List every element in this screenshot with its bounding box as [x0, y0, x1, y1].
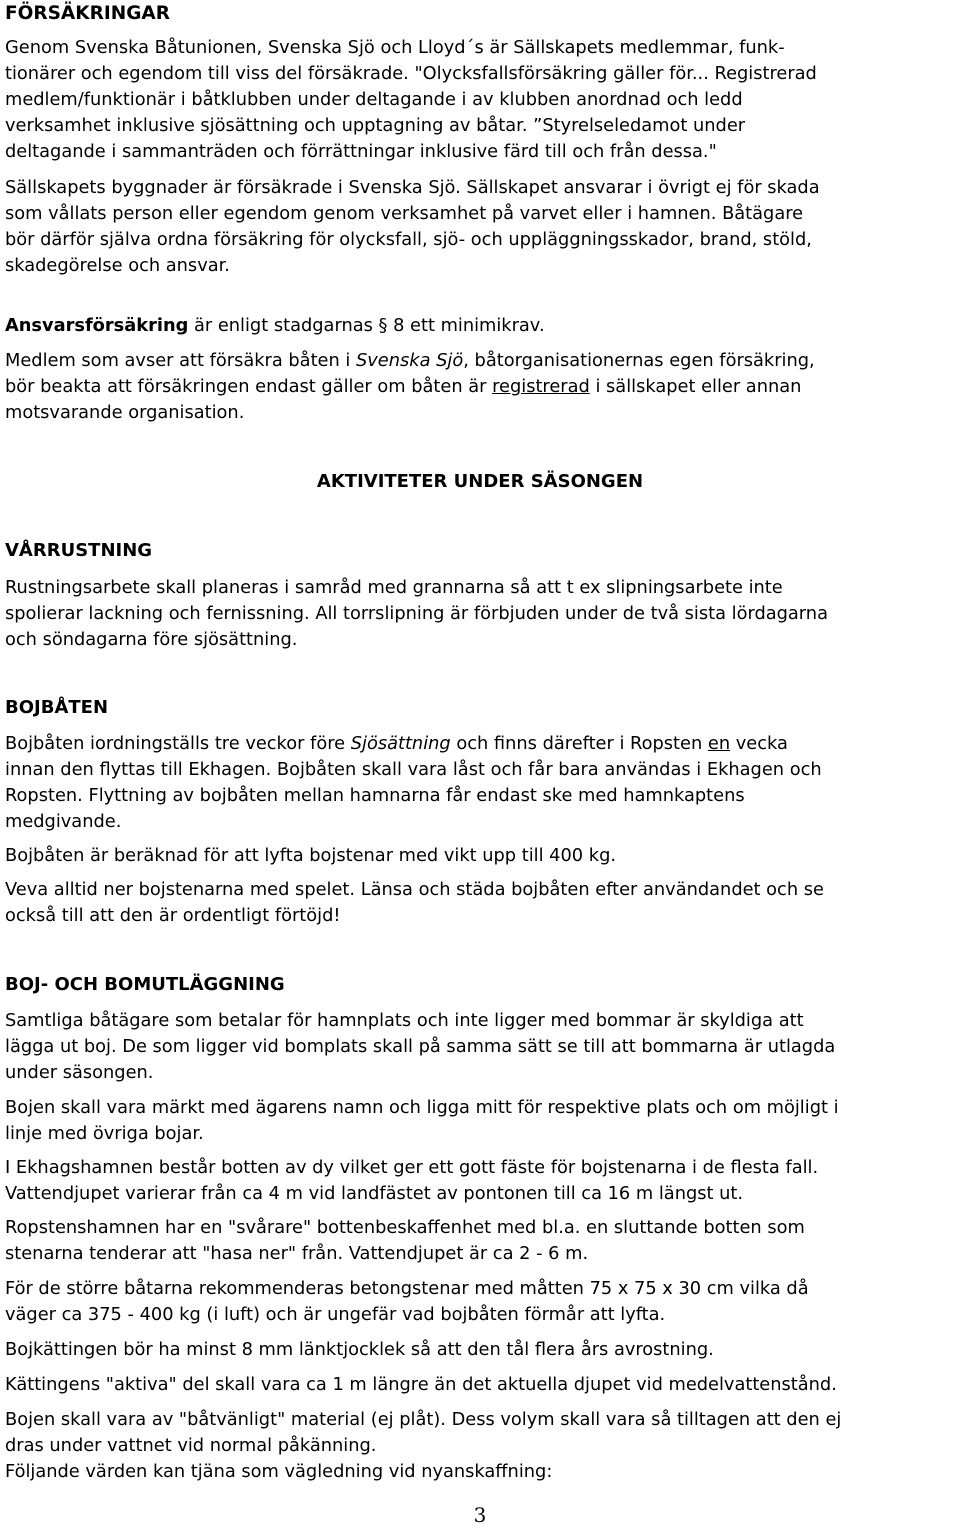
text-line: bör därför själva ordna försäkring för olycksfall, sjö- och uppläggningsskador, brand, stöld, — [5, 229, 812, 250]
text-line: innan den flyttas till Ekhagen. Bojbåten skall vara låst och får bara användas i Ekhagen och — [5, 759, 822, 780]
text-line: tionärer och egendom till viss del försäkrade. "Olycksfallsförsäkring gäller för... Registrerad — [5, 63, 817, 84]
text-line: Följande värden kan tjäna som vägledning vid nyanskaffning: — [5, 1461, 553, 1482]
buoy-boat-section — [5, 695, 957, 721]
mooring-heading: BOJ- OCH BOMUTLÄGGNING — [5, 974, 285, 995]
mooring-paragraph-5 — [5, 1276, 957, 1328]
activities-title: AKTIVITETER UNDER SÄSONGEN — [316, 471, 644, 492]
text-span: bör beakta att försäkringen endast gäller om båten är — [5, 376, 493, 397]
insurance-paragraph-1 — [5, 35, 957, 165]
mooring-paragraph-3 — [5, 1155, 957, 1207]
text-line: I Ekhagshamnen består botten av dy vilket ger ett gott fäste för bojstenarna i de flesta fall. — [5, 1157, 819, 1178]
text-line: också till att den är ordentligt förtöjd! — [5, 905, 341, 926]
insurance-heading: FÖRSÄKRINGAR — [5, 3, 170, 24]
text-line: skadegörelse och ansvar. — [5, 255, 230, 276]
mooring-paragraph-7 — [5, 1372, 957, 1398]
mooring-section — [5, 972, 957, 998]
italic-term: Sjösättning — [350, 733, 451, 754]
text-line: deltagande i sammanträden och förrättningar inklusive färd till och från dessa." — [5, 141, 717, 162]
spring-text — [5, 575, 957, 653]
italic-term: Svenska Sjö — [356, 350, 464, 371]
insurance-paragraph-2 — [5, 175, 957, 279]
buoy-boat-paragraph-2 — [5, 843, 957, 869]
buoy-boat-heading: BOJBÅTEN — [5, 697, 109, 718]
spring-heading: VÅRRUSTNING — [5, 540, 153, 561]
insurance-paragraph-4 — [5, 348, 957, 426]
text-span: i sällskapet eller annan — [589, 376, 802, 397]
text-line: För de större båtarna rekommenderas betongstenar med måtten 75 x 75 x 30 cm vilka då — [5, 1278, 809, 1299]
text-line: Veva alltid ner bojstenarna med spelet. Länsa och städa bojbåten efter användandet och se — [5, 879, 824, 900]
underlined-term: registrerad — [492, 376, 590, 397]
text-line: medgivande. — [5, 811, 122, 832]
text-line: Bojen skall vara märkt med ägarens namn och ligga mitt för respektive plats och om möjligt i — [5, 1097, 839, 1118]
text-line: som vållats person eller egendom genom verksamhet på varvet eller i hamnen. Båtägare — [5, 203, 804, 224]
text-line: Genom Svenska Båtunionen, Svenska Sjö och Lloyd´s är Sällskapets medlemmar, funk- — [5, 37, 785, 58]
text-span: vecka — [730, 733, 788, 754]
text-line: dras under vattnet vid normal påkänning. — [5, 1435, 377, 1456]
text-line: motsvarande organisation. — [5, 402, 245, 423]
text-line: linje med övriga bojar. — [5, 1123, 204, 1144]
text-line: Ropstenshamnen har en "svårare" bottenbeskaffenhet med bl.a. en sluttande botten som — [5, 1217, 805, 1238]
liability-term: Ansvarsförsäkring — [5, 315, 189, 336]
mooring-paragraph-2 — [5, 1095, 957, 1147]
mooring-paragraph-6 — [5, 1337, 957, 1363]
text-line: spolierar lackning och fernissning. All torrslipning är förbjuden under de två sista lördagarna — [5, 603, 828, 624]
text-line: Vattendjupet varierar från ca 4 m vid landfästet av pontonen till ca 16 m längst ut. — [5, 1183, 744, 1204]
text-line: stenarna tenderar att "hasa ner" från. Vattendjupet är ca 2 - 6 m. — [5, 1243, 589, 1264]
text-line: verksamhet inklusive sjösättning och upptagning av båtar. ”Styrelseledamot under — [5, 115, 746, 136]
text-line: medlem/funktionär i båtklubben under deltagande i av klubben anordnad och ledd — [5, 89, 743, 110]
text-line — [5, 348, 957, 374]
buoy-boat-paragraph-1 — [5, 731, 957, 835]
buoy-boat-paragraph-3 — [5, 877, 957, 929]
text-span: , båtorganisationernas egen försäkring, — [463, 350, 815, 371]
text-span: Bojbåten iordningställs tre veckor före — [5, 733, 351, 754]
text-line: och söndagarna före sjösättning. — [5, 629, 298, 650]
text-span: och finns därefter i Ropsten — [450, 733, 708, 754]
text-line: Ropsten. Flyttning av bojbåten mellan hamnarna får endast ske med hamnkaptens — [5, 785, 745, 806]
spring-section — [5, 538, 957, 564]
text-line: Sällskapets byggnader är försäkrade i Svenska Sjö. Sällskapet ansvarar i övrigt ej för skada — [5, 177, 820, 198]
text-line: Bojkättingen bör ha minst 8 mm länktjocklek så att den tål flera års avrostning. — [5, 1339, 714, 1360]
text-line: lägga ut boj. De som ligger vid bomplats skall på samma sätt se till att bommarna är utlagda — [5, 1036, 836, 1057]
text-line: väger ca 375 - 400 kg (i luft) och är ungefär vad bojbåten förmår att lyfta. — [5, 1304, 666, 1325]
text-line: Kättingens "aktiva" del skall vara ca 1 m längre än det aktuella djupet vid medelvattenstånd. — [5, 1374, 837, 1395]
text-line: Rustningsarbete skall planeras i samråd med grannarna så att t ex slipningsarbete inte — [5, 577, 783, 598]
liability-insurance-line — [5, 313, 957, 339]
text-line: Bojen skall vara av "båtvänligt" material (ej plåt). Dess volym skall vara så tilltagen att den ej — [5, 1409, 842, 1430]
text-span: Medlem som avser att försäkra båten i — [5, 350, 356, 371]
mooring-paragraph-1 — [5, 1008, 957, 1086]
page-number: 3 — [473, 1503, 487, 1527]
text-line: under säsongen. — [5, 1062, 154, 1083]
liability-text: är enligt stadgarnas § 8 ett minimikrav. — [188, 315, 545, 336]
mooring-paragraph-8 — [5, 1407, 957, 1485]
text-line — [5, 374, 957, 400]
text-line — [5, 731, 957, 757]
mooring-paragraph-4 — [5, 1215, 957, 1267]
text-line: Samtliga båtägare som betalar för hamnplats och inte ligger med bommar är skyldiga att — [5, 1010, 804, 1031]
text-line: Bojbåten är beräknad för att lyfta bojstenar med vikt upp till 400 kg. — [5, 845, 617, 866]
underlined-term: en — [707, 733, 731, 754]
